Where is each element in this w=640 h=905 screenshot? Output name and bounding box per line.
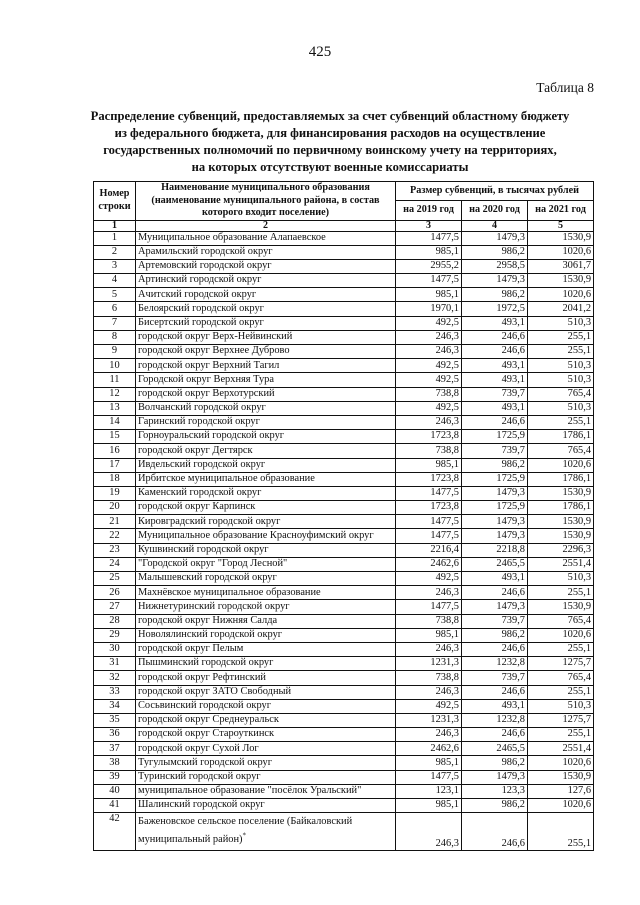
row-number: 22 bbox=[94, 529, 136, 543]
row-number: 12 bbox=[94, 387, 136, 401]
value-2019: 246,3 bbox=[396, 813, 462, 851]
table-row bbox=[94, 628, 594, 642]
value-2021: 255,1 bbox=[528, 685, 594, 699]
table-row bbox=[94, 458, 594, 472]
value-2020: 493,1 bbox=[462, 359, 528, 373]
column-number: 3 bbox=[396, 220, 462, 231]
table-row bbox=[94, 274, 594, 288]
municipality-name: Гаринский городской округ bbox=[136, 415, 396, 429]
value-2020: 246,6 bbox=[462, 415, 528, 429]
municipality-name: Городской округ Верхняя Тура bbox=[136, 373, 396, 387]
value-2019: 1477,5 bbox=[396, 231, 462, 245]
table-row bbox=[94, 543, 594, 557]
row-number: 6 bbox=[94, 302, 136, 316]
table-row bbox=[94, 642, 594, 656]
table-row bbox=[94, 799, 594, 813]
municipality-name: Кушвинский городской округ bbox=[136, 543, 396, 557]
value-2021: 1530,9 bbox=[528, 600, 594, 614]
value-2021: 1020,6 bbox=[528, 628, 594, 642]
value-2020: 1725,9 bbox=[462, 472, 528, 486]
value-2019: 492,5 bbox=[396, 572, 462, 586]
municipality-name: Муниципальное образование Алапаевское bbox=[136, 231, 396, 245]
table-row bbox=[94, 586, 594, 600]
table-row bbox=[94, 444, 594, 458]
value-2020: 493,1 bbox=[462, 316, 528, 330]
value-2019: 492,5 bbox=[396, 359, 462, 373]
value-2021: 255,1 bbox=[528, 813, 594, 851]
table-row bbox=[94, 387, 594, 401]
value-2020: 493,1 bbox=[462, 373, 528, 387]
value-2021: 2551,4 bbox=[528, 742, 594, 756]
row-number: 23 bbox=[94, 543, 136, 557]
value-2021: 1020,6 bbox=[528, 756, 594, 770]
value-2019: 738,8 bbox=[396, 671, 462, 685]
row-number: 21 bbox=[94, 515, 136, 529]
municipality-name: Ирбитское муниципальное образование bbox=[136, 472, 396, 486]
table-row bbox=[94, 373, 594, 387]
table-row bbox=[94, 330, 594, 344]
value-2019: 1970,1 bbox=[396, 302, 462, 316]
row-number: 28 bbox=[94, 614, 136, 628]
value-2021: 255,1 bbox=[528, 330, 594, 344]
value-2019: 738,8 bbox=[396, 444, 462, 458]
table-row bbox=[94, 472, 594, 486]
value-2020: 1479,3 bbox=[462, 231, 528, 245]
value-2020: 246,6 bbox=[462, 685, 528, 699]
table-footer-row bbox=[94, 813, 594, 851]
row-number: 42 bbox=[94, 813, 136, 851]
table-row bbox=[94, 557, 594, 571]
row-number: 14 bbox=[94, 415, 136, 429]
value-2020: 1725,9 bbox=[462, 430, 528, 444]
municipality-name: городской округ Дегтярск bbox=[136, 444, 396, 458]
municipality-name: Махнёвское муниципальное образование bbox=[136, 586, 396, 600]
value-2020: 1725,9 bbox=[462, 501, 528, 515]
value-2021: 510,3 bbox=[528, 316, 594, 330]
value-2020: 246,6 bbox=[462, 728, 528, 742]
row-number: 40 bbox=[94, 784, 136, 798]
column-number: 4 bbox=[462, 220, 528, 231]
municipality-name: Сосьвинский городской округ bbox=[136, 699, 396, 713]
value-2020: 986,2 bbox=[462, 288, 528, 302]
value-2021: 1530,9 bbox=[528, 529, 594, 543]
value-2019: 985,1 bbox=[396, 756, 462, 770]
table-row bbox=[94, 614, 594, 628]
value-2020: 246,6 bbox=[462, 345, 528, 359]
table-row bbox=[94, 430, 594, 444]
value-2021: 1530,9 bbox=[528, 486, 594, 500]
table-row bbox=[94, 316, 594, 330]
municipality-name: Артемовский городской округ bbox=[136, 259, 396, 273]
value-2019: 1477,5 bbox=[396, 600, 462, 614]
row-number: 16 bbox=[94, 444, 136, 458]
municipality-name: Нижнетуринский городской округ bbox=[136, 600, 396, 614]
value-2020: 493,1 bbox=[462, 699, 528, 713]
municipality-name: Арамильский городской округ bbox=[136, 245, 396, 259]
value-2020: 1479,3 bbox=[462, 600, 528, 614]
row-number: 25 bbox=[94, 572, 136, 586]
value-2020: 246,6 bbox=[462, 330, 528, 344]
value-2021: 1530,9 bbox=[528, 274, 594, 288]
value-2021: 1275,7 bbox=[528, 657, 594, 671]
value-2021: 2041,2 bbox=[528, 302, 594, 316]
value-2019: 738,8 bbox=[396, 387, 462, 401]
subvention-table bbox=[93, 181, 594, 851]
row-number: 8 bbox=[94, 330, 136, 344]
value-2020: 2465,5 bbox=[462, 742, 528, 756]
value-2019: 985,1 bbox=[396, 458, 462, 472]
row-number: 1 bbox=[94, 231, 136, 245]
value-2021: 510,3 bbox=[528, 373, 594, 387]
value-2021: 1786,1 bbox=[528, 430, 594, 444]
table-row bbox=[94, 486, 594, 500]
table-row bbox=[94, 515, 594, 529]
value-2021: 765,4 bbox=[528, 387, 594, 401]
value-2019: 2462,6 bbox=[396, 557, 462, 571]
municipality-name bbox=[136, 813, 396, 851]
value-2020: 986,2 bbox=[462, 245, 528, 259]
value-2020: 2465,5 bbox=[462, 557, 528, 571]
municipality-name: муниципальное образование "посёлок Уральский" bbox=[136, 784, 396, 798]
value-2020: 1972,5 bbox=[462, 302, 528, 316]
row-number: 3 bbox=[94, 259, 136, 273]
value-2021: 1530,9 bbox=[528, 770, 594, 784]
value-2021: 255,1 bbox=[528, 345, 594, 359]
value-2020: 1479,3 bbox=[462, 274, 528, 288]
value-2021: 510,3 bbox=[528, 572, 594, 586]
row-number: 39 bbox=[94, 770, 136, 784]
value-2020: 1479,3 bbox=[462, 529, 528, 543]
value-2019: 2462,6 bbox=[396, 742, 462, 756]
value-2021: 1275,7 bbox=[528, 713, 594, 727]
row-number: 11 bbox=[94, 373, 136, 387]
table-row bbox=[94, 813, 594, 851]
value-2021: 510,3 bbox=[528, 401, 594, 415]
value-2019: 246,3 bbox=[396, 345, 462, 359]
value-2019: 1477,5 bbox=[396, 770, 462, 784]
row-number: 30 bbox=[94, 642, 136, 656]
value-2021: 255,1 bbox=[528, 586, 594, 600]
row-number: 33 bbox=[94, 685, 136, 699]
value-2021: 765,4 bbox=[528, 444, 594, 458]
value-2019: 246,3 bbox=[396, 586, 462, 600]
value-2020: 986,2 bbox=[462, 628, 528, 642]
table-row bbox=[94, 501, 594, 515]
document-title bbox=[60, 108, 600, 176]
row-number: 37 bbox=[94, 742, 136, 756]
row-number: 4 bbox=[94, 274, 136, 288]
row-number: 19 bbox=[94, 486, 136, 500]
value-2019: 1477,5 bbox=[396, 515, 462, 529]
value-2020: 246,6 bbox=[462, 642, 528, 656]
row-number: 2 bbox=[94, 245, 136, 259]
row-number: 15 bbox=[94, 430, 136, 444]
municipality-name: "Городской округ "Город Лесной" bbox=[136, 557, 396, 571]
table-row bbox=[94, 359, 594, 373]
value-2019: 1477,5 bbox=[396, 274, 462, 288]
municipality-name: городской округ Среднеуральск bbox=[136, 713, 396, 727]
row-number: 26 bbox=[94, 586, 136, 600]
row-number: 32 bbox=[94, 671, 136, 685]
value-2019: 492,5 bbox=[396, 401, 462, 415]
value-2020: 2958,5 bbox=[462, 259, 528, 273]
value-2019: 246,3 bbox=[396, 415, 462, 429]
value-2019: 738,8 bbox=[396, 614, 462, 628]
value-2021: 1020,6 bbox=[528, 245, 594, 259]
value-2021: 510,3 bbox=[528, 699, 594, 713]
value-2019: 985,1 bbox=[396, 799, 462, 813]
row-number: 27 bbox=[94, 600, 136, 614]
municipality-name: городской округ Верхотурский bbox=[136, 387, 396, 401]
municipality-name: Муниципальное образование Красноуфимский округ bbox=[136, 529, 396, 543]
municipality-name: городской округ Нижняя Салда bbox=[136, 614, 396, 628]
municipality-name: Новолялинский городской округ bbox=[136, 628, 396, 642]
value-2020: 986,2 bbox=[462, 458, 528, 472]
value-2021: 1530,9 bbox=[528, 231, 594, 245]
value-2021: 3061,7 bbox=[528, 259, 594, 273]
table-row bbox=[94, 770, 594, 784]
value-2021: 255,1 bbox=[528, 728, 594, 742]
table-row bbox=[94, 756, 594, 770]
municipality-name: Белоярский городской округ bbox=[136, 302, 396, 316]
header-year-2020: на 2020 год bbox=[462, 201, 528, 220]
table-row bbox=[94, 713, 594, 727]
municipality-name: Ачитский городской округ bbox=[136, 288, 396, 302]
municipality-name: городской округ Пелым bbox=[136, 642, 396, 656]
value-2021: 127,6 bbox=[528, 784, 594, 798]
column-number: 5 bbox=[528, 220, 594, 231]
value-2020: 739,7 bbox=[462, 444, 528, 458]
value-2019: 246,3 bbox=[396, 685, 462, 699]
row-number: 13 bbox=[94, 401, 136, 415]
value-2020: 986,2 bbox=[462, 799, 528, 813]
value-2019: 492,5 bbox=[396, 699, 462, 713]
value-2021: 765,4 bbox=[528, 614, 594, 628]
row-number: 35 bbox=[94, 713, 136, 727]
value-2021: 1786,1 bbox=[528, 472, 594, 486]
municipality-name: Кировградский городской округ bbox=[136, 515, 396, 529]
table-row bbox=[94, 302, 594, 316]
municipality-name: городской округ Карпинск bbox=[136, 501, 396, 515]
row-number: 7 bbox=[94, 316, 136, 330]
municipality-name: Горноуральский городской округ bbox=[136, 430, 396, 444]
value-2019: 1477,5 bbox=[396, 529, 462, 543]
header-subvention-size: Размер субвенций, в тысячах рублей bbox=[396, 182, 594, 201]
value-2021: 2296,3 bbox=[528, 543, 594, 557]
row-number: 24 bbox=[94, 557, 136, 571]
header-row-number: Номер строки bbox=[94, 182, 136, 221]
value-2020: 2218,8 bbox=[462, 543, 528, 557]
value-2019: 985,1 bbox=[396, 628, 462, 642]
value-2019: 1477,5 bbox=[396, 486, 462, 500]
value-2020: 1479,3 bbox=[462, 515, 528, 529]
value-2020: 986,2 bbox=[462, 756, 528, 770]
value-2019: 1723,8 bbox=[396, 472, 462, 486]
value-2021: 255,1 bbox=[528, 642, 594, 656]
value-2021: 1530,9 bbox=[528, 515, 594, 529]
value-2019: 2216,4 bbox=[396, 543, 462, 557]
title-line: на которых отсутствуют военные комиссариаты bbox=[191, 160, 469, 174]
header-year-2019: на 2019 год bbox=[396, 201, 462, 220]
table-row bbox=[94, 657, 594, 671]
value-2021: 510,3 bbox=[528, 359, 594, 373]
municipality-name: Малышевский городской округ bbox=[136, 572, 396, 586]
value-2021: 1020,6 bbox=[528, 288, 594, 302]
municipality-name: городской округ Верх-Нейвинский bbox=[136, 330, 396, 344]
value-2019: 492,5 bbox=[396, 316, 462, 330]
value-2019: 985,1 bbox=[396, 245, 462, 259]
municipality-name: Ивдельский городской округ bbox=[136, 458, 396, 472]
table-row bbox=[94, 345, 594, 359]
municipality-name: городской округ Верхний Тагил bbox=[136, 359, 396, 373]
value-2021: 255,1 bbox=[528, 415, 594, 429]
table-body bbox=[94, 231, 594, 813]
table-label: Таблица 8 bbox=[536, 80, 594, 95]
table-row bbox=[94, 401, 594, 415]
value-2020: 123,3 bbox=[462, 784, 528, 798]
value-2020: 1232,8 bbox=[462, 713, 528, 727]
value-2019: 985,1 bbox=[396, 288, 462, 302]
value-2020: 739,7 bbox=[462, 614, 528, 628]
municipality-name: городской округ ЗАТО Свободный bbox=[136, 685, 396, 699]
row-number: 18 bbox=[94, 472, 136, 486]
title-line: государственных полномочий по первичному воинскому учету на территориях, bbox=[103, 143, 557, 157]
value-2020: 1232,8 bbox=[462, 657, 528, 671]
row-number: 17 bbox=[94, 458, 136, 472]
value-2021: 765,4 bbox=[528, 671, 594, 685]
value-2020: 246,6 bbox=[462, 586, 528, 600]
municipality-name: городской округ Верхнее Дуброво bbox=[136, 345, 396, 359]
table-row bbox=[94, 685, 594, 699]
value-2020: 1479,3 bbox=[462, 486, 528, 500]
value-2020: 493,1 bbox=[462, 572, 528, 586]
row-number: 20 bbox=[94, 501, 136, 515]
table-row bbox=[94, 529, 594, 543]
column-number: 1 bbox=[94, 220, 136, 231]
municipality-name: Пышминский городской округ bbox=[136, 657, 396, 671]
column-number: 2 bbox=[136, 220, 396, 231]
table-row bbox=[94, 742, 594, 756]
municipality-name: городской округ Сухой Лог bbox=[136, 742, 396, 756]
value-2019: 123,1 bbox=[396, 784, 462, 798]
row-number: 5 bbox=[94, 288, 136, 302]
municipality-name: Туринский городской округ bbox=[136, 770, 396, 784]
table-row bbox=[94, 699, 594, 713]
municipality-name: Артинский городской округ bbox=[136, 274, 396, 288]
table-row bbox=[94, 245, 594, 259]
title-line: Распределение субвенций, предоставляемых за счет субвенций областному бюджету bbox=[90, 109, 570, 123]
value-2019: 2955,2 bbox=[396, 259, 462, 273]
municipality-name: Шалинский городской округ bbox=[136, 799, 396, 813]
footnote-mark: * bbox=[242, 831, 246, 840]
title-line: из федерального бюджета, для финансирования расходов на осуществление bbox=[114, 126, 546, 140]
value-2019: 1231,3 bbox=[396, 713, 462, 727]
table-row bbox=[94, 728, 594, 742]
value-2019: 1231,3 bbox=[396, 657, 462, 671]
page-number: 425 bbox=[308, 44, 332, 60]
value-2020: 1479,3 bbox=[462, 770, 528, 784]
table-row bbox=[94, 415, 594, 429]
municipality-name: Бисертский городской округ bbox=[136, 316, 396, 330]
row-number: 9 bbox=[94, 345, 136, 359]
value-2019: 1723,8 bbox=[396, 501, 462, 515]
municipality-name: городской округ Рефтинский bbox=[136, 671, 396, 685]
table-row bbox=[94, 572, 594, 586]
value-2020: 739,7 bbox=[462, 671, 528, 685]
value-2021: 1786,1 bbox=[528, 501, 594, 515]
row-number: 38 bbox=[94, 756, 136, 770]
row-number: 31 bbox=[94, 657, 136, 671]
row-number: 41 bbox=[94, 799, 136, 813]
municipality-name: Каменский городской округ bbox=[136, 486, 396, 500]
value-2019: 246,3 bbox=[396, 330, 462, 344]
table-row bbox=[94, 671, 594, 685]
value-2020: 246,6 bbox=[462, 813, 528, 851]
table-row bbox=[94, 231, 594, 245]
municipality-name: городской округ Староуткинск bbox=[136, 728, 396, 742]
table-row bbox=[94, 288, 594, 302]
value-2021: 2551,4 bbox=[528, 557, 594, 571]
row-number: 29 bbox=[94, 628, 136, 642]
value-2021: 1020,6 bbox=[528, 799, 594, 813]
header-year-2021: на 2021 год bbox=[528, 201, 594, 220]
value-2019: 246,3 bbox=[396, 728, 462, 742]
value-2021: 1020,6 bbox=[528, 458, 594, 472]
table-row bbox=[94, 259, 594, 273]
row-number: 10 bbox=[94, 359, 136, 373]
row-number: 36 bbox=[94, 728, 136, 742]
value-2020: 739,7 bbox=[462, 387, 528, 401]
value-2020: 493,1 bbox=[462, 401, 528, 415]
municipality-name-text: Баженовское сельское поселение (Байкаловский муниципальный район) bbox=[138, 816, 353, 846]
value-2019: 1723,8 bbox=[396, 430, 462, 444]
table-row bbox=[94, 784, 594, 798]
municipality-name: Волчанский городской округ bbox=[136, 401, 396, 415]
header-municipality-name: Наименование муниципального образования (наименование муниципального района, в состав которого входит поселение) bbox=[136, 182, 396, 221]
value-2019: 492,5 bbox=[396, 373, 462, 387]
table-row bbox=[94, 600, 594, 614]
row-number: 34 bbox=[94, 699, 136, 713]
value-2019: 246,3 bbox=[396, 642, 462, 656]
municipality-name: Тугулымский городской округ bbox=[136, 756, 396, 770]
